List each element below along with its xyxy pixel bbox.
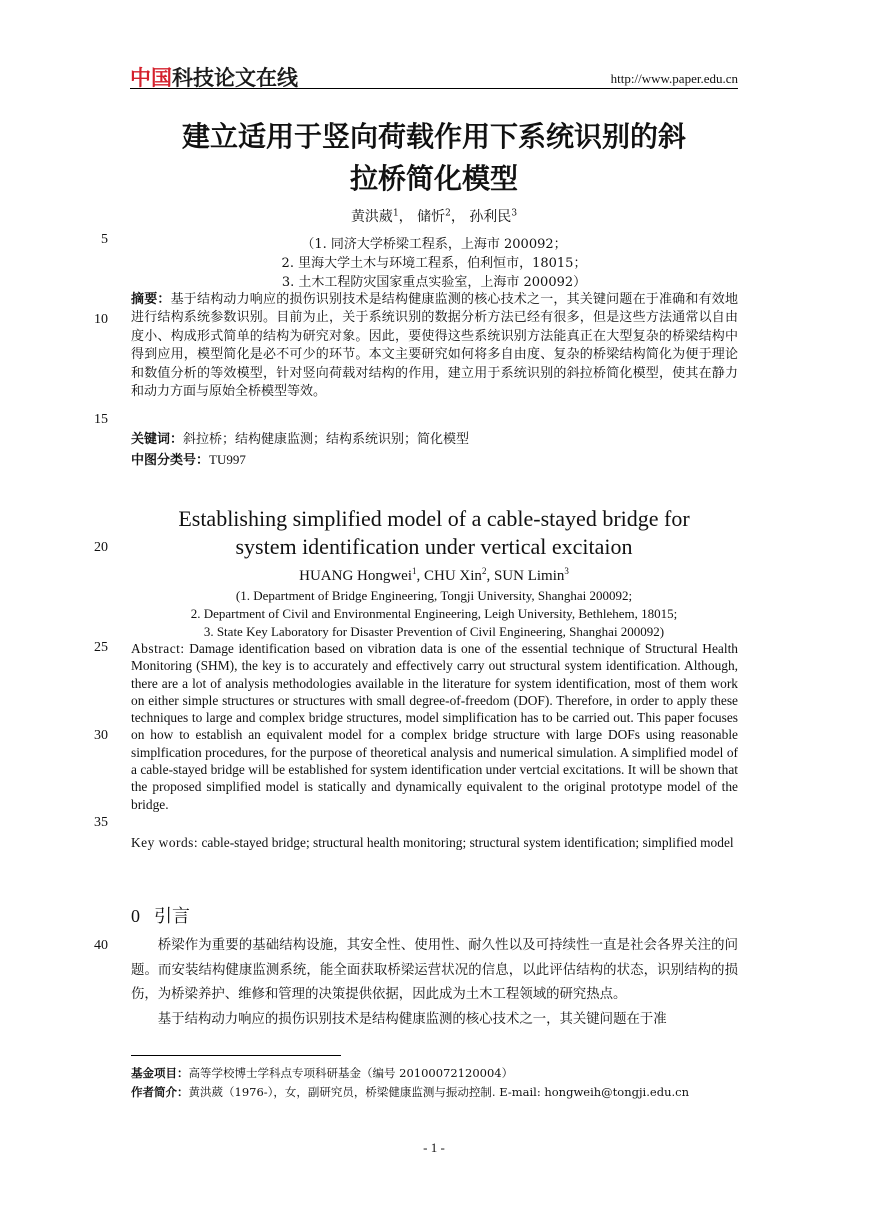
- line-number: 5: [101, 232, 108, 247]
- affiliation-cn-3: 3. 土木工程防灾国家重点实验室，上海市 200092）: [281, 275, 587, 290]
- author-sup: 1: [392, 208, 399, 219]
- line-number: 30: [94, 728, 108, 743]
- intro-paragraph: 基于结构动力响应的损伤识别技术是结构健康监测的核心技术之一，其关键问题在于准: [157, 1011, 667, 1027]
- affiliation-cn-2: 2. 里海大学土木与环境工程系，伯利恒市，18015；: [281, 256, 587, 271]
- line-number: 10: [94, 312, 108, 327]
- author-name: 孙利民: [469, 209, 512, 225]
- abstract-en: [131, 640, 738, 813]
- clc-label: 中图分类号：: [131, 453, 210, 468]
- author-sup: 2: [481, 566, 487, 576]
- header-url[interactable]: http://www.paper.edu.cn: [610, 71, 738, 86]
- authors-cn: 黄洪葳$^1$， 储忻$^2$， 孙利民$^3$: [350, 208, 518, 225]
- logo-dark-text: 科技论文在线: [172, 66, 298, 90]
- author-name: 黄洪葳: [350, 209, 393, 225]
- affiliation-en-3: 3. State Key Laboratory for Disaster Prevention of Civil Engineering, Shanghai 200092): [203, 624, 665, 639]
- authors-en: HUANG Hongwei$^1$, CHU Xin$^2$, SUN Limin$^3$: [299, 566, 569, 584]
- paper-title-en: [130, 505, 738, 561]
- author-name: 储忻: [417, 209, 446, 225]
- line-number: 15: [94, 412, 108, 427]
- keywords-cn-text: 斜拉桥；结构健康监测；结构系统识别；简化模型: [183, 432, 470, 447]
- fund-label: 基金项目：: [131, 1066, 189, 1080]
- author-bio-text: 黄洪葳（1976-），女，副研究员，桥梁健康监测与振动控制. E-mail: hongweih@tongji.edu.cn: [188, 1085, 689, 1099]
- keywords-en-text: cable-stayed bridge; structural health monitoring; structural system identification; simplified model: [201, 835, 734, 850]
- author-sup: 3: [564, 566, 569, 576]
- abstract-cn-text: 基于结构动力响应的损伤识别技术是结构健康监测的核心技术之一，其关键问题在于准确和有效地进行结构系统参数识别。目前为止，关于系统识别的数据分析方法已经有很多，但是这些方法通常以自由度小、构成形式简单的结构为研究对象。因此，要使得这些系统识别方法能真正在大型复杂的桥梁结构中得到应用，模型简化是必不可少的环节。本文主要研究如何将多自由度、复杂的桥梁结构简化为便于理论和数值分析的等效模型，针对竖向荷载对结构的作用，建立用于系统识别的斜拉桥简化模型，使其在静力和动力方面与原始全桥模型等效。: [131, 292, 738, 400]
- author-bio-label: 作者简介：: [131, 1085, 189, 1099]
- page-number: - 1 -: [423, 1140, 445, 1155]
- line-number: 40: [94, 938, 108, 953]
- author-name: CHU Xin: [424, 568, 482, 584]
- author-name: SUN Limin: [493, 568, 565, 584]
- author-sup: 1: [412, 566, 417, 576]
- title-en-line-2: system identification under vertical excitaion: [235, 534, 633, 559]
- affiliation-en-2: 2. Department of Civil and Environmental Engineering, Leigh University, Bethlehem, 18015;: [190, 606, 678, 621]
- author-sup: 2: [445, 208, 451, 219]
- fund-text: 高等学校博士学科点专项科研基金（编号 20100072120004）: [188, 1066, 514, 1080]
- clc-number: [131, 451, 738, 470]
- author-name: HUANG Hongwei: [299, 568, 413, 584]
- footnote-author: [131, 1084, 738, 1100]
- logo-red-text: 中国: [130, 66, 172, 90]
- header-rule: [130, 88, 738, 89]
- intro-body: [131, 934, 738, 1032]
- abstract-cn-label: 摘要：: [131, 292, 171, 307]
- paper-title-cn: [130, 116, 738, 200]
- title-cn-line-1: 建立适用于竖向荷载作用下系统识别的斜: [181, 120, 686, 153]
- footnote-rule: [131, 1055, 341, 1056]
- clc-value: TU997: [209, 452, 246, 467]
- affiliation-en-1: (1. Department of Bridge Engineering, Tongji University, Shanghai 200092;: [235, 588, 633, 603]
- affiliation-cn-1: （1. 同济大学桥梁工程系，上海市 200092；: [301, 237, 567, 252]
- intro-paragraph: 桥梁作为重要的基础结构设施，其安全性、使用性、耐久性以及可持续性一直是社会各界关注的问题。而安装结构健康监测系统，能全面获取桥梁运营状况的信息，以此评估结构的状态，识别结构的损伤，为桥梁养护、维修和管理的决策提供依据，因此成为土木工程领域的研究热点。: [131, 938, 738, 1002]
- title-cn-line-2: 拉桥简化模型: [349, 162, 518, 195]
- line-number: 20: [94, 540, 108, 555]
- title-en-line-1: Establishing simplified model of a cable-stayed bridge for: [178, 506, 690, 531]
- line-number: 35: [94, 815, 108, 830]
- abstract-en-label: Abstract:: [131, 641, 185, 656]
- keywords-en-label: Key words:: [131, 835, 199, 850]
- footnote-fund: [131, 1065, 738, 1081]
- section-number: 0: [131, 906, 140, 926]
- keywords-en: [131, 834, 738, 851]
- author-sup: 3: [511, 208, 518, 219]
- section-heading: [131, 902, 190, 928]
- abstract-cn: [131, 291, 738, 401]
- abstract-en-text: Damage identification based on vibration data is one of the essential technique of Structural Health Monitoring (SHM), the key is to accurately and effectively carry out structural system identification. Although, there are a lot of analysis methodologies available in the literature for system identification, most of them work on either simple structures or structures with small degree-of-freedom (DOF). Therefore, in order to apply these techniques to large and complex bridge structures, model simplification has to be carried out. This paper focuses on how to establish an equivalent model for a complex bridge structure with large DOFs using reasonable simplfication procedures, for the purpose of theoretical analysis and numerical simulation. A simplified model of a cable-stayed bridge will be established for system identification under vertcial excitations. It will be shown that the proposed simplified model is statically and dynamically equivalent to the original prototype model of the bridge.: [131, 641, 738, 812]
- keywords-cn-label: 关键词：: [131, 432, 184, 447]
- keywords-cn: [131, 431, 738, 449]
- line-number: 25: [94, 640, 108, 655]
- section-title: 引言: [154, 906, 190, 927]
